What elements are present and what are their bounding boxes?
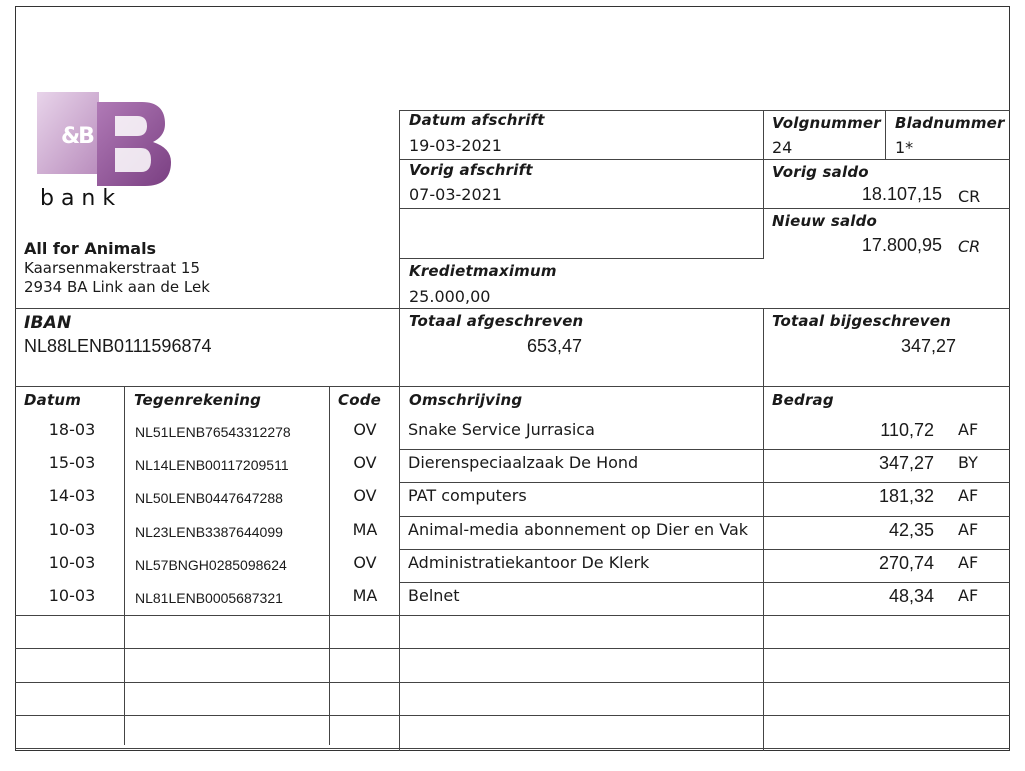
table-row-divider [399,449,1010,450]
statement-date-label: Datum afschrift [409,111,545,129]
column-header-amount: Bedrag [772,391,834,409]
row-description: Dierenspeciaalzaak De Hond [408,453,639,473]
previous-balance-sign: CR [958,187,981,206]
row-account: NL51LENB76543312278 [135,424,291,440]
row-date: 10-03 [48,586,96,605]
table-row-divider [15,615,1010,616]
previous-statement-label: Vorig afschrift [409,161,533,179]
statement-date: 19-03-2021 [409,136,502,155]
table-row-divider [15,682,1010,683]
grid-line [15,308,1010,309]
row-code: MA [352,519,378,539]
row-code: OV [353,453,377,473]
grid-line [399,208,1010,209]
row-amount: 270,74 [878,552,934,573]
column-header-code: Code [338,391,382,409]
column-header-account: Tegenrekening [134,391,262,409]
row-amount: 347,27 [878,453,934,474]
row-code: MA [352,586,378,605]
iban-value: NL88LENB0111596874 [24,336,212,356]
row-code: OV [353,420,377,439]
row-type: AF [958,519,979,539]
row-amount: 42,35 [888,519,934,540]
row-date: 18-03 [48,420,96,439]
row-description: Belnet [408,586,460,605]
row-type: BY [958,453,978,473]
grid-line [399,258,764,259]
previous-statement-date: 07-03-2021 [409,185,502,204]
page-number: 1* [895,138,914,157]
row-description: Animal-media abonnement op Dier en Vak [408,519,749,539]
row-amount: 181,32 [878,486,934,507]
table-row-divider [399,549,1010,550]
row-account: NL14LENB00117209511 [135,457,289,474]
row-account: NL81LENB0005687321 [135,590,283,606]
row-type: AF [958,420,979,439]
logo-bank-text: b a n k [40,186,116,211]
row-code: OV [353,552,377,572]
table-row-divider [399,516,1010,517]
grid-line [763,308,764,751]
table-row-divider [15,748,1010,749]
total-credited-label: Totaal bijgeschreven [772,312,952,330]
row-description: Administratiekantoor De Klerk [408,552,650,572]
sequence-number: 24 [772,138,793,157]
column-header-date: Datum [24,391,82,409]
row-date: 10-03 [48,519,96,539]
row-type: AF [958,586,979,605]
table-row-divider [15,715,1010,716]
table-row-divider [399,582,1010,583]
total-debited: 653,47 [526,336,582,356]
row-description: PAT computers [408,486,527,506]
row-description: Snake Service Jurrasica [408,420,595,439]
row-type: AF [958,486,979,506]
column-header-description: Omschrijving [409,391,523,409]
grid-line [124,386,125,745]
new-balance-label: Nieuw saldo [772,212,878,230]
table-row-divider [15,648,1010,649]
row-date: 15-03 [48,453,96,473]
previous-balance: 18.107,15 [861,184,942,204]
credit-limit-label: Kredietmaximum [409,262,557,280]
row-date: 10-03 [48,552,96,572]
previous-balance-label: Vorig saldo [772,163,869,181]
row-amount: 110,72 [880,420,934,440]
customer-street: Kaarsenmakerstraat 15 [24,259,201,277]
sequence-number-label: Volgnummer [772,114,881,132]
new-balance: 17.800,95 [861,235,942,255]
logo-ampersand: &B [61,124,93,149]
row-date: 14-03 [48,486,96,506]
grid-line [885,110,886,159]
grid-line [763,110,764,258]
total-credited: 347,27 [900,336,956,356]
customer-city: 2934 BA Link aan de Lek [24,278,210,296]
row-code: OV [353,486,377,506]
grid-line [399,159,1010,160]
row-account: NL50LENB0447647288 [135,490,283,507]
table-row-divider [399,482,1010,483]
total-debited-label: Totaal afgeschreven [409,312,584,330]
iban-label: IBAN [24,313,72,333]
customer-name: All for Animals [24,239,157,258]
row-type: AF [958,552,979,572]
page-number-label: Bladnummer [895,114,1005,132]
row-account: NL23LENB3387644099 [135,523,283,540]
credit-limit: 25.000,00 [409,287,491,306]
grid-line [15,386,1010,387]
new-balance-sign: CR [958,237,981,256]
row-account: NL57BNGH0285098624 [135,556,287,573]
row-amount: 48,34 [888,586,934,606]
